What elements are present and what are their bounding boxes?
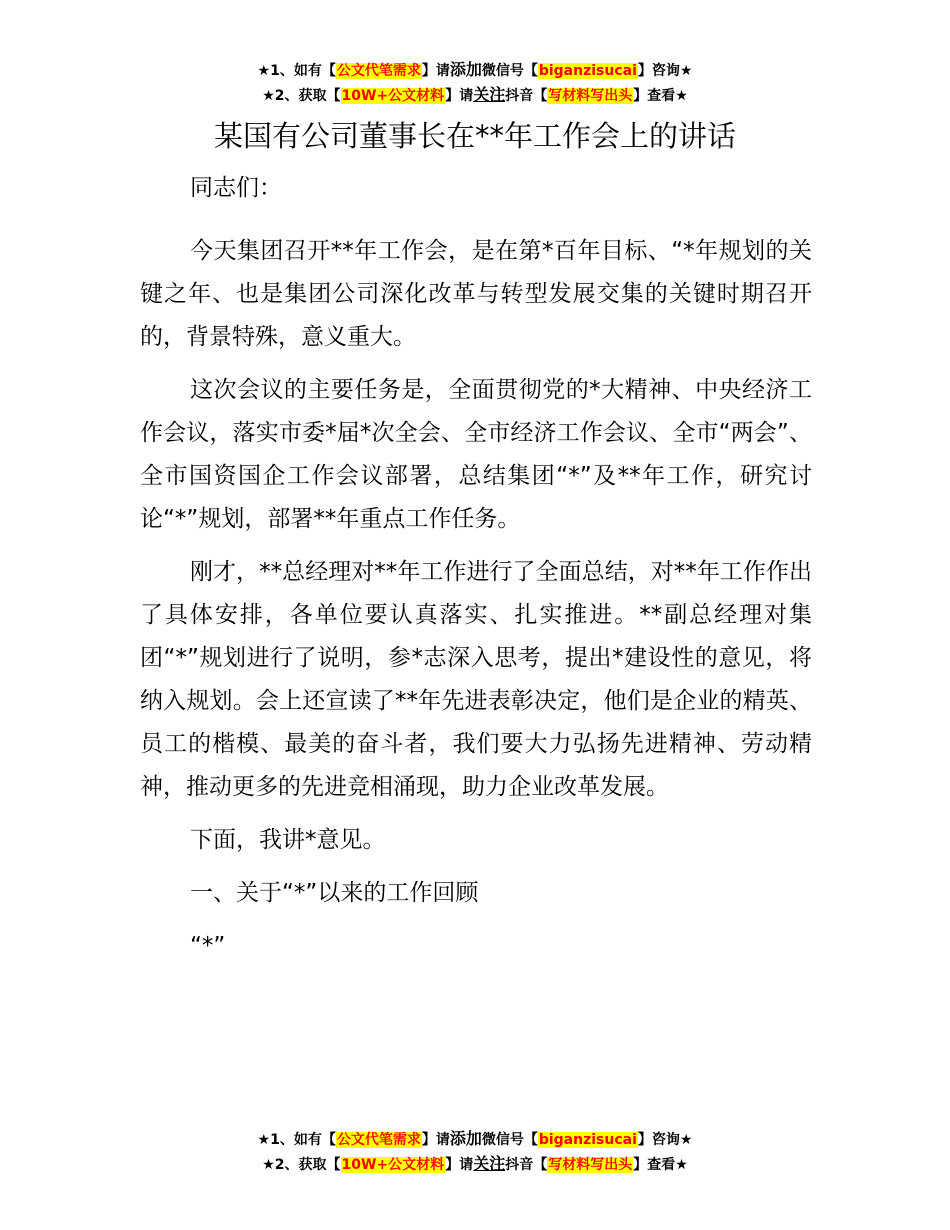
star-icon: ★ [257,1132,271,1148]
star-icon: ★ [675,88,688,104]
highlight-service: 公文代笔需求 [336,63,421,79]
footer-banner [0,1127,950,1177]
salutation: 同志们： [190,175,282,201]
highlight-douyin-account: 写材料写出头 [548,88,633,104]
highlight-wechat-id: biganzisucai [538,63,637,79]
highlight-materials: 10W+公文材料 [341,1157,445,1173]
star-icon: ★ [262,88,275,104]
star-icon: ★ [679,1132,693,1148]
paragraph: 刚才，**总经理对**年工作进行了全面总结，对**年工作作出了具体安排，各单位要认真落实、扎实推进。**副总经理对集团“*”规划进行了说明，参*志深入思考，提出*建设性的意见，将纳入规划。会上还宣读了**年先进表彰决定，他们是企业的精英、员工的楷模、最美的奋斗者，我们要大力弘扬先进精神、劳动精神，推动更多的先进竞相涌现，助力企业改革发展。 [140,559,812,800]
document-body [140,167,812,978]
banner-line-2: ★2、获取【10W+公文材料】请关注抖音【写材料写出头】查看★ [262,1154,688,1173]
star-icon: ★ [679,63,693,79]
banner-line-1: ★1、如有【公文代笔需求】请添加微信号【biganzisucai】咨询★ [257,1129,693,1148]
highlight-service: 公文代笔需求 [336,1132,421,1148]
star-icon: ★ [675,1157,688,1173]
paragraph: 下面，我讲*意见。 [190,827,386,853]
banner-line-2: ★2、获取【10W+公文材料】请关注抖音【写材料写出头】查看★ [262,85,688,104]
highlight-douyin-account: 写材料写出头 [548,1157,633,1173]
star-icon: ★ [257,63,271,79]
paragraph: “*” [190,933,226,959]
highlight-materials: 10W+公文材料 [341,88,445,104]
highlight-wechat-id: biganzisucai [538,1132,637,1148]
document-title: 某国有公司董事长在**年工作会上的讲话 [213,119,736,153]
star-icon: ★ [262,1157,275,1173]
banner-line-1: ★1、如有【公文代笔需求】请添加微信号【biganzisucai】咨询★ [257,60,693,79]
header-banner [0,58,950,108]
section-heading: 一、关于“*”以来的工作回顾 [190,880,479,906]
paragraph: 今天集团召开**年工作会，是在第*百年目标、“*年规划的关键之年、也是集团公司深化改革与转型发展交集的关键时期召开的，背景特殊，意义重大。 [140,238,812,350]
paragraph: 这次会议的主要任务是，全面贯彻党的*大精神、中央经济工作会议，落实市委*届*次全会、全市经济工作会议、全市“两会”、全市国资国企工作会议部署，总结集团“*”及**年工作，研究讨论“*”规划，部署**年重点工作任务。 [140,377,812,532]
